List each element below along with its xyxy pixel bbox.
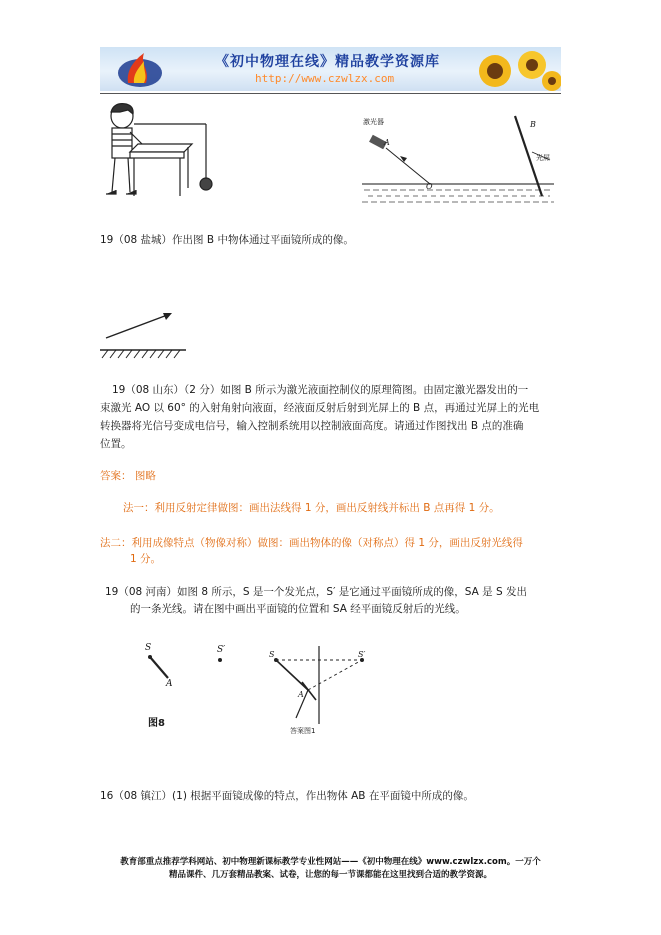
question-henan-line1: 19（08 河南）如图 8 所示，S 是一个发光点，S′ 是它通过平面镜所成的像，SA 是 S 发出 [105, 586, 528, 598]
header-banner [100, 47, 561, 91]
answer-value: 图略 [134, 470, 156, 482]
fig8-label-sprime: S′ [217, 645, 226, 655]
ans1-caption: 答案图1 [290, 727, 316, 735]
answer-line [100, 468, 156, 485]
ans1-label-a: A [298, 690, 304, 699]
label-b: B [530, 120, 536, 129]
label-laser: 激光器 [363, 118, 384, 126]
footer-line2: 精品课件、几万套精品教案、试卷，让您的每一节课都能在这里找到合适的教学资源。 [168, 870, 492, 880]
header-divider [100, 93, 561, 94]
footer-line1: 教育部重点推荐学科网站、初中物理新课标教学专业性网站——《初中物理在线》www.czwlzx.com。一万个 [120, 857, 541, 867]
label-o: O [426, 182, 433, 191]
question-henan-line2: 的一条光线。请在图中画出平面镜的位置和 SA 经平面镜反射后的光线。 [130, 603, 466, 615]
logo-icon [118, 53, 162, 87]
banner-title: 《初中物理在线》精品教学资源库 [215, 54, 440, 70]
ans1-label-s: S [269, 650, 275, 659]
figure-answer-1 [262, 638, 382, 738]
question-shandong-line1: 19（08 山东）（2 分）如图 B 所示为激光液面控制仪的原理简图。由固定激光器发出的一 [112, 384, 529, 396]
question-zhenjiang: 16（08 镇江）(1) 根据平面镜成像的特点，作出物体 AB 在平面镜中所成的像。 [100, 790, 474, 802]
answer-label: 答案： [100, 470, 132, 482]
question-shandong-line3: 转换器将光信号变成电信号，输入控制系统用以控制液面高度。请通过作图找出 B 点的准确 [100, 420, 524, 432]
banner-url[interactable]: http://www.czwlzx.com [255, 72, 395, 85]
fig8-label-a: A [166, 679, 173, 689]
question-shandong-line4: 位置。 [100, 438, 132, 450]
fig8-caption: 图8 [148, 718, 165, 729]
answer-method1: 法一：利用反射定律做图：画出法线得 1 分，画出反射线并标出 B 点再得 1 分。 [123, 502, 500, 514]
answer-method2-line2: 1 分。 [130, 553, 162, 565]
ans1-label-sprime: S′ [358, 650, 366, 659]
answer-method2-line1: 法二：利用成像特点（物像对称）做图：画出物体的像（对称点）得 1 分，画出反射光线得 [100, 537, 523, 549]
figure-8 [138, 640, 248, 740]
label-screen: 光屏 [536, 154, 550, 162]
figure-boy-table [100, 100, 220, 205]
fig8-label-s: S [145, 643, 152, 653]
question-shandong-line2: 束激光 AO 以 60° 的入射角射向液面，经液面反射后射到光屏上的 B 点，再通过光屏上的光电 [100, 402, 540, 414]
label-a: A [384, 138, 390, 147]
figure-mirror-arrow [100, 300, 188, 362]
figure-laser-liquid [360, 108, 556, 206]
question-yancheng: 19（08 盐城）作出图 B 中物体通过平面镜所成的像。 [100, 234, 354, 246]
sunflower-decoration [479, 51, 561, 91]
page-footer [70, 856, 591, 882]
